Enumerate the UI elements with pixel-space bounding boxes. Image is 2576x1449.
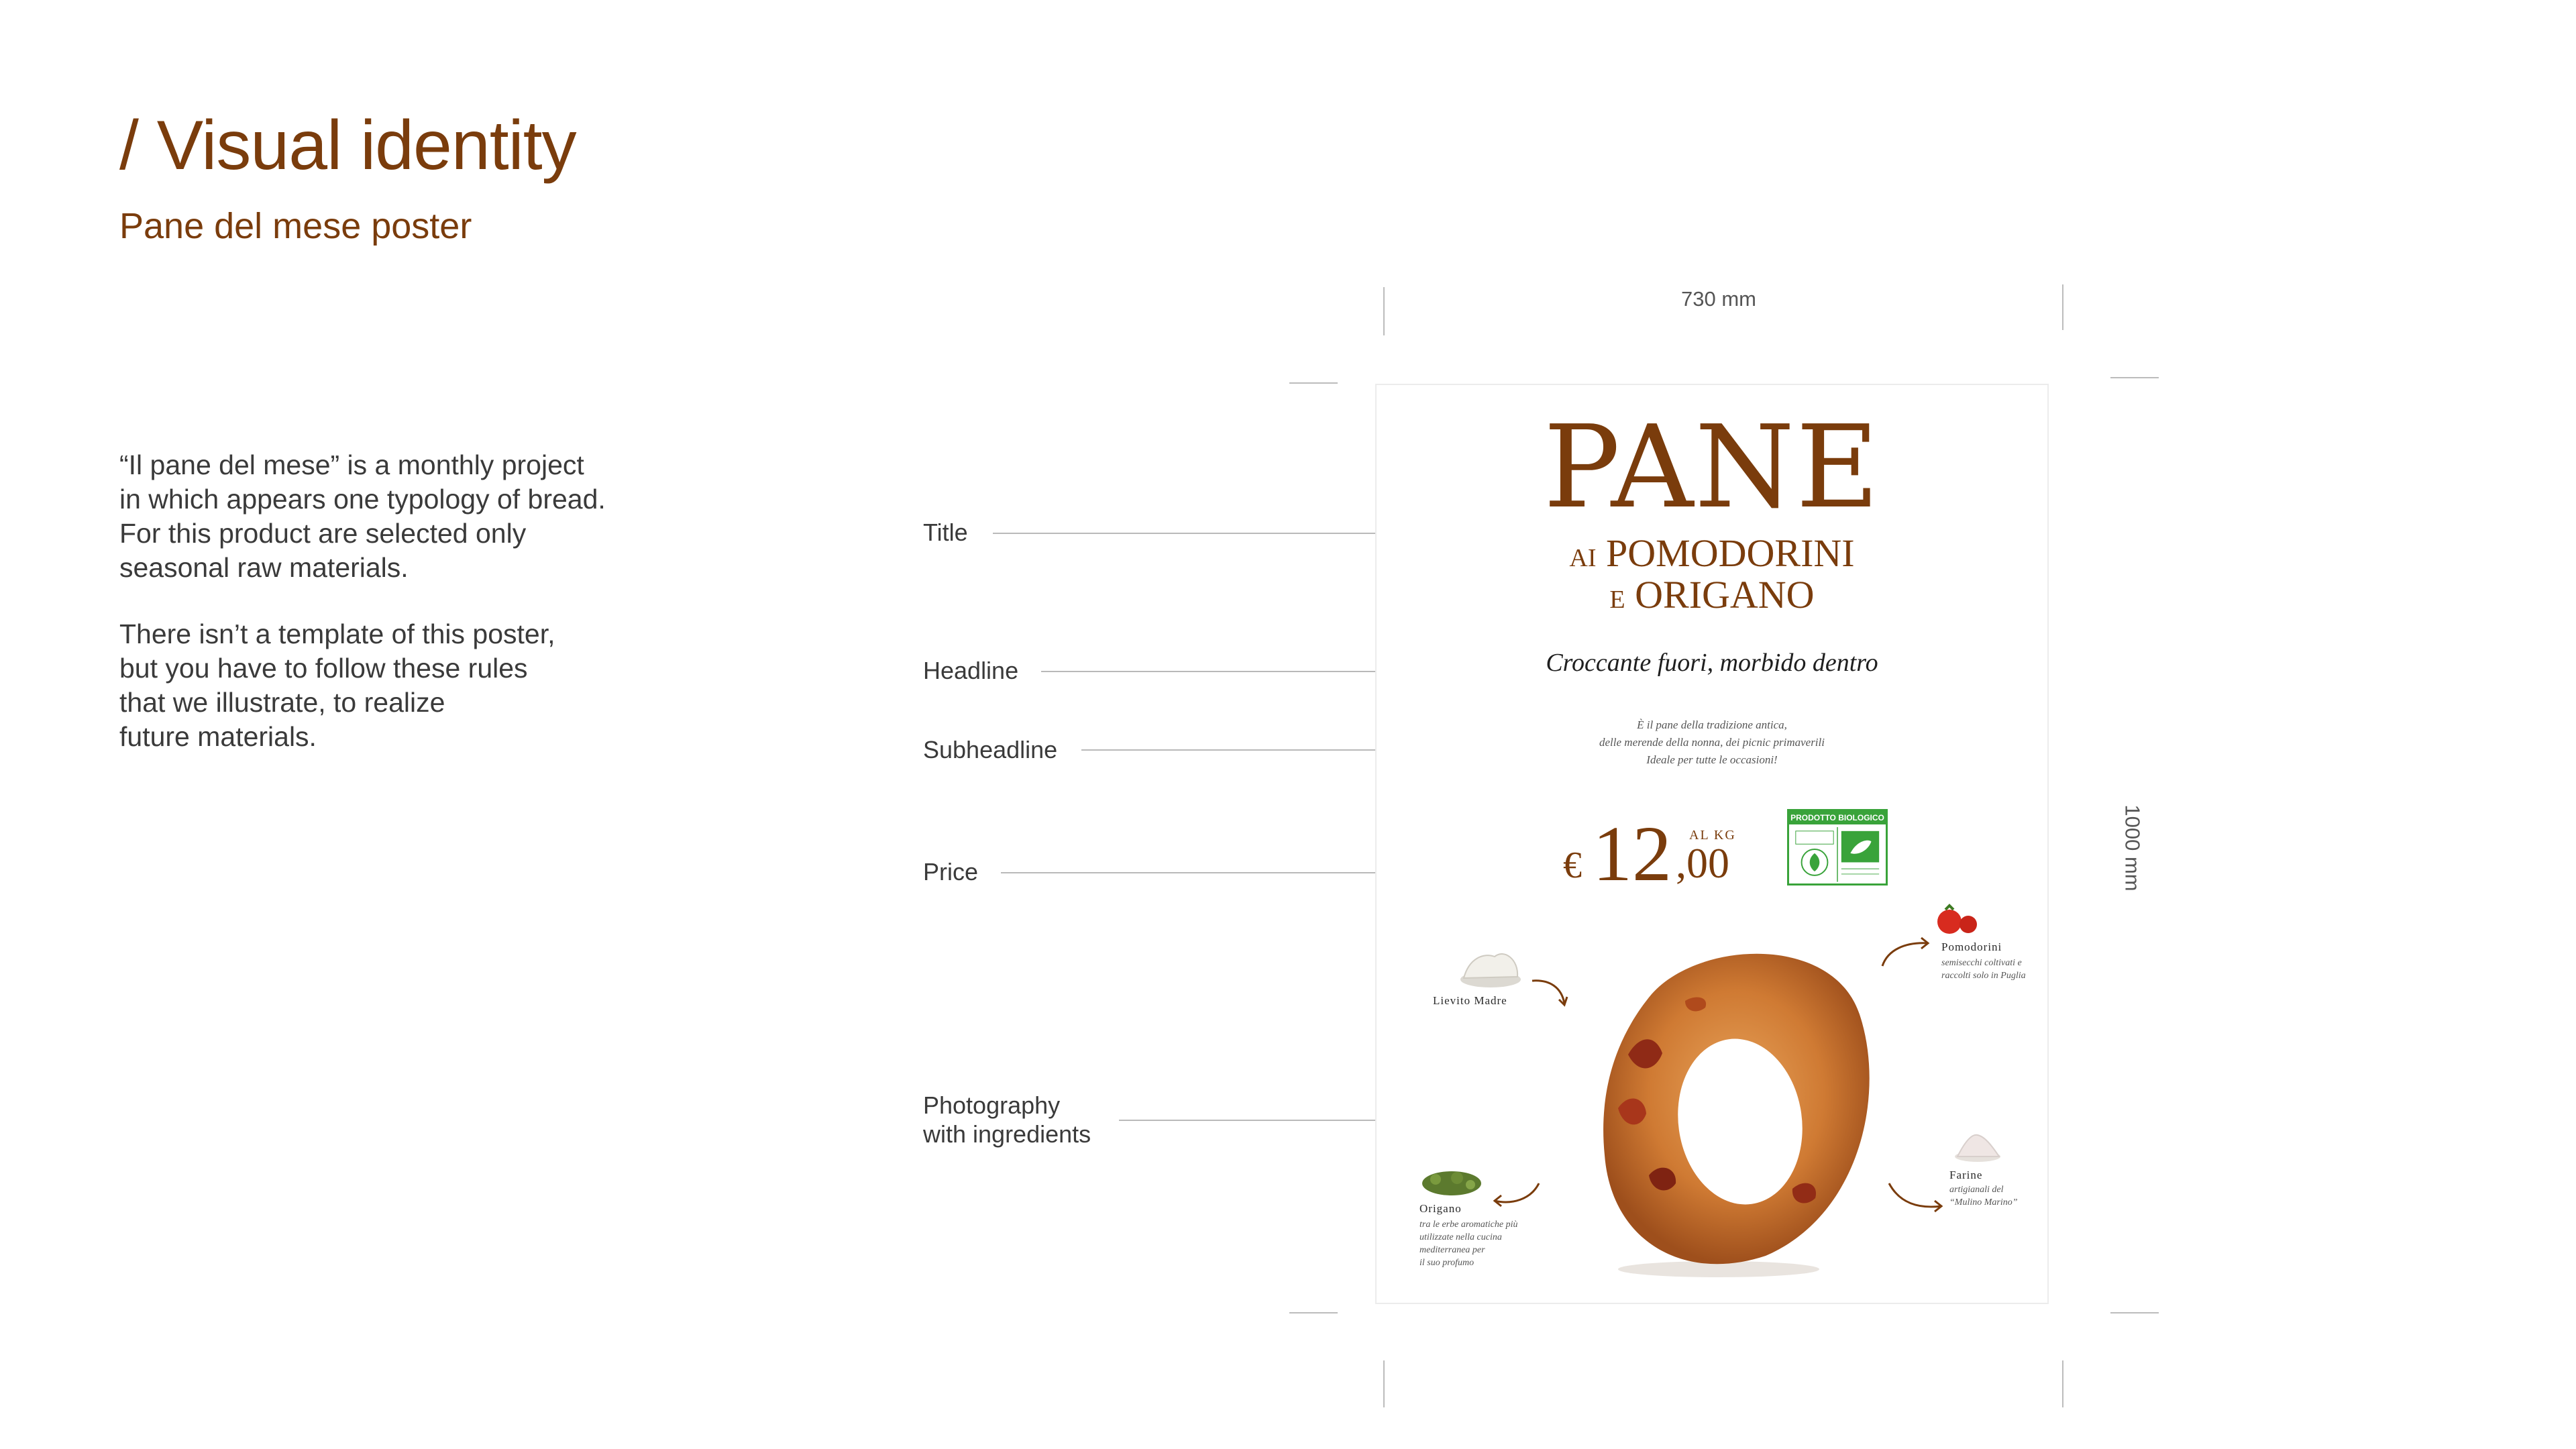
price-currency: €: [1563, 845, 1582, 886]
poster-subheadline-line: È il pane della tradizione antica,: [1637, 718, 1787, 731]
ingredient-pomodorini-desc: [1941, 957, 2026, 982]
description-line: in which appears one typology of bread.: [119, 484, 606, 515]
poster-subheadline-line: Ideale per tutte le occasioni!: [1646, 753, 1778, 766]
poster-subtitle-small: E: [1609, 586, 1625, 614]
poster-subheadline: [1377, 716, 2047, 769]
lievito-madre-icon: [1457, 945, 1524, 991]
ingredient-farine-desc: [1949, 1183, 2018, 1209]
dimension-tick: [1289, 382, 1338, 384]
ingredient-desc-line: “Mulino Marino”: [1949, 1197, 2018, 1208]
section-subtitle: Pane del mese poster: [119, 206, 472, 246]
eu-organic-leaf-icon: [1792, 827, 1883, 882]
price-unit: AL KG: [1689, 828, 1736, 843]
dimension-tick: [2062, 1360, 2063, 1407]
dimension-tick: [1383, 287, 1385, 335]
annotation-photography: [923, 1091, 1091, 1148]
pomodorini-icon: [1933, 903, 1980, 936]
ingredient-lievito-name: Lievito Madre: [1433, 994, 1507, 1007]
ingredient-desc-line: il suo profumo: [1419, 1258, 1474, 1268]
ingredient-desc-line: tra le erbe aromatiche più: [1419, 1220, 1518, 1230]
ingredient-origano-desc: [1419, 1218, 1517, 1269]
arrow-icon: [1885, 1179, 1945, 1213]
poster-subtitle-small: AI: [1569, 544, 1597, 572]
annotation-subheadline: Subheadline: [923, 736, 1058, 763]
ingredient-desc-line: utilizzate nella cucina: [1419, 1232, 1502, 1242]
poster-title: PANE: [1543, 401, 1881, 534]
dimension-tick: [1289, 1312, 1338, 1313]
annotation-photography-line: Photography: [923, 1091, 1061, 1119]
poster-headline: Croccante fuori, morbido dentro: [1546, 649, 1878, 677]
annotation-title: Title: [923, 519, 968, 546]
organic-badge-label: PRODOTTO BIOLOGICO: [1789, 811, 1886, 824]
description-line: For this product are selected only: [119, 518, 527, 549]
annotation-headline: Headline: [923, 657, 1019, 684]
arrow-icon: [1529, 975, 1570, 1009]
ingredient-desc-line: artigianali del: [1949, 1185, 2004, 1195]
ingredient-desc-line: semisecchi coltivati e: [1941, 958, 2022, 968]
ingredient-origano-name: Origano: [1419, 1202, 1462, 1215]
ingredient-desc-line: raccolti solo in Puglia: [1941, 971, 2026, 981]
description-line: but you have to follow these rules: [119, 653, 528, 684]
description-paragraph-2: [119, 617, 669, 754]
ingredient-pomodorini-name: Pomodorini: [1941, 941, 2002, 953]
dimension-tick: [2062, 284, 2063, 330]
price-decimal: ,00: [1676, 839, 1729, 887]
description-line: “Il pane del mese” is a monthly project: [119, 449, 584, 480]
poster-subtitle-line-2: [1377, 573, 2047, 616]
arrow-icon: [1489, 1181, 1543, 1208]
description-paragraph-1: [119, 448, 669, 585]
poster: [1375, 384, 2049, 1304]
ingredient-desc-line: mediterranea per: [1419, 1245, 1485, 1255]
poster-subtitle-word: ORIGANO: [1635, 573, 1815, 616]
arrow-icon: [1878, 936, 1932, 970]
description-line: There isn’t a template of this poster,: [119, 619, 555, 649]
dimension-tick: [1383, 1360, 1385, 1407]
annotation-price: Price: [923, 858, 979, 885]
price-integer: 12: [1593, 810, 1672, 898]
dimension-tick: [2110, 1312, 2159, 1313]
description-line: seasonal raw materials.: [119, 552, 409, 583]
dimension-width-label: 730 mm: [1681, 287, 1756, 311]
description-line: future materials.: [119, 721, 317, 752]
farine-icon: [1952, 1130, 2003, 1163]
section-title: / Visual identity: [119, 107, 576, 184]
dimension-height-label: 1000 mm: [2121, 804, 2145, 892]
ingredient-farine-name: Farine: [1949, 1169, 1983, 1181]
dimension-tick: [2110, 377, 2159, 378]
origano-icon: [1419, 1166, 1484, 1199]
poster-subtitle-word: POMODORINI: [1606, 531, 1855, 575]
poster-subtitle-line-1: [1377, 531, 2047, 575]
poster-subheadline-line: delle merende della nonna, dei picnic primaverili: [1599, 736, 1825, 749]
annotation-photography-line: with ingredients: [923, 1120, 1091, 1148]
description-line: that we illustrate, to realize: [119, 687, 445, 718]
organic-badge: [1787, 809, 1888, 885]
